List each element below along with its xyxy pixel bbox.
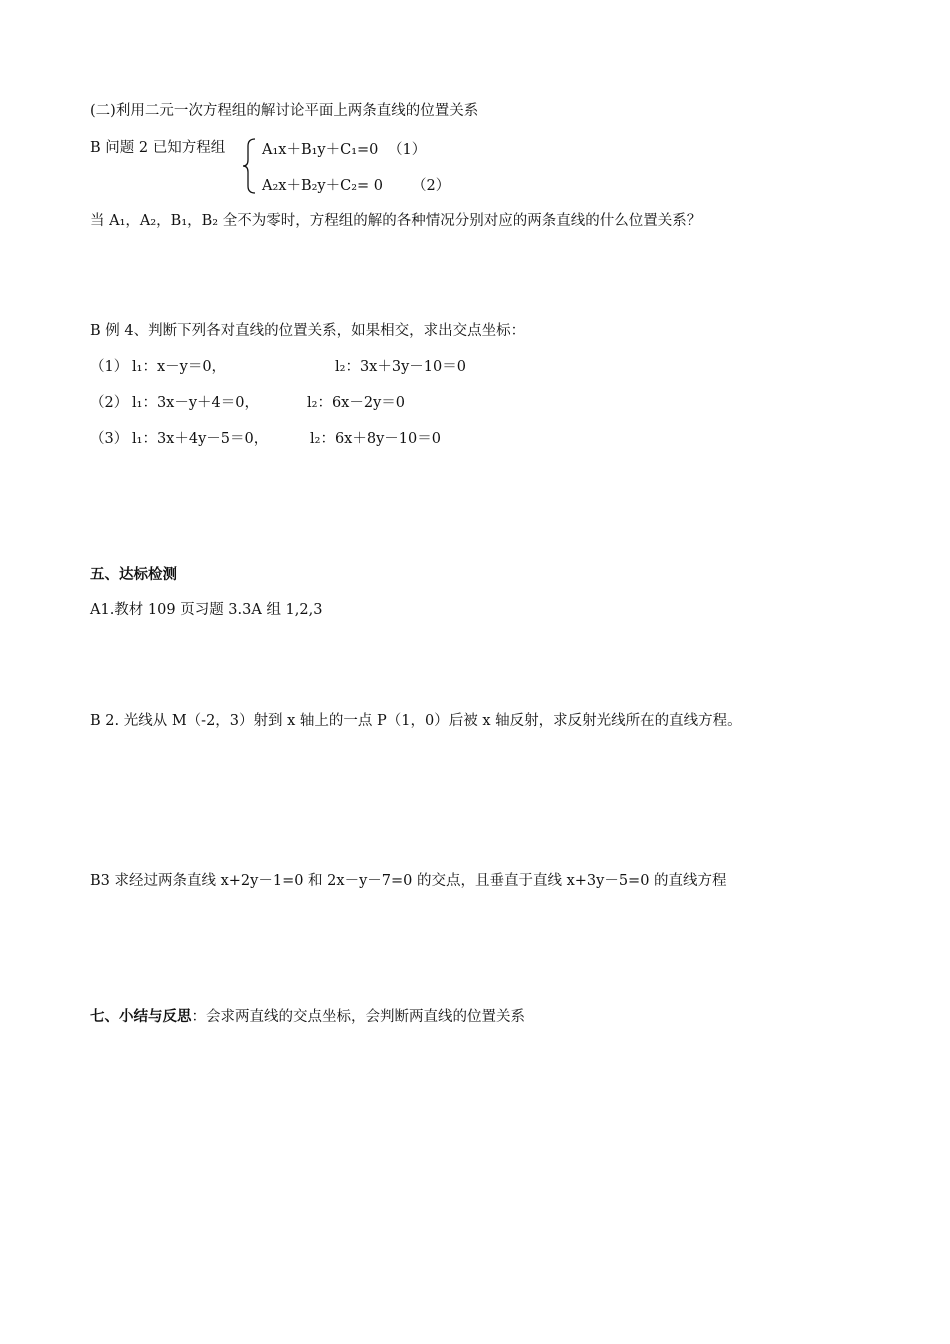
section-two-title: (二)利用二元一次方程组的解讨论平面上两条直线的位置关系: [90, 103, 479, 119]
line-l2: l₂：6x－2y＝0: [307, 395, 405, 411]
example4-title: B 例 4、判断下列各对直线的位置关系，如果相交，求出交点坐标：: [90, 323, 526, 339]
example4-item-1: [90, 357, 466, 377]
section-seven-title: 七、小结与反思: [90, 1009, 192, 1025]
line-l1: l₁：x－y＝0，: [132, 359, 227, 375]
exercise-a1: A1.教材 109 页习题 3.3A 组 1,2,3: [90, 602, 323, 618]
line-l1: l₁：3x＋4y－5＝0，: [132, 431, 269, 447]
equation-1-number: （1）: [388, 142, 427, 158]
section-five-title: 五、达标检测: [90, 567, 177, 583]
item-number: （1）: [90, 359, 129, 375]
brace-icon: [242, 138, 256, 194]
section-seven-content: ：会求两直线的交点坐标，会判断两直线的位置关系: [191, 1009, 525, 1025]
item-number: （3）: [90, 431, 129, 447]
section-seven: [90, 1007, 525, 1027]
line-l1: l₁：3x－y＋4＝0，: [132, 395, 259, 411]
line-l2: l₂：6x＋8y－10＝0: [310, 431, 441, 447]
exercise-b2: B 2. 光线从 M（-2，3）射到 x 轴上的一点 P（1，0）后被 x 轴反射，求反射光线所在的直线方程。: [90, 713, 742, 729]
problem2-question: 当 A₁，A₂，B₁，B₂ 全不为零时，方程组的解的各种情况分别对应的两条直线的什么位置关系？: [90, 213, 702, 229]
equation-2: A₂x＋B₂y＋C₂= 0: [262, 178, 384, 194]
problem2-prefix: B 问题 2 已知方程组: [90, 140, 226, 156]
example4-item-2: [90, 393, 405, 413]
exercise-b3: B3 求经过两条直线 x+2y－1=0 和 2x－y－7=0 的交点，且垂直于直线 x+3y－5=0 的直线方程: [90, 873, 727, 889]
equation-1: A₁x＋B₁y＋C₁=0: [262, 142, 379, 158]
item-number: （2）: [90, 395, 129, 411]
equation-2-number: （2）: [412, 178, 451, 194]
example4-item-3: [90, 429, 441, 449]
line-l2: l₂：3x＋3y－10＝0: [335, 359, 466, 375]
